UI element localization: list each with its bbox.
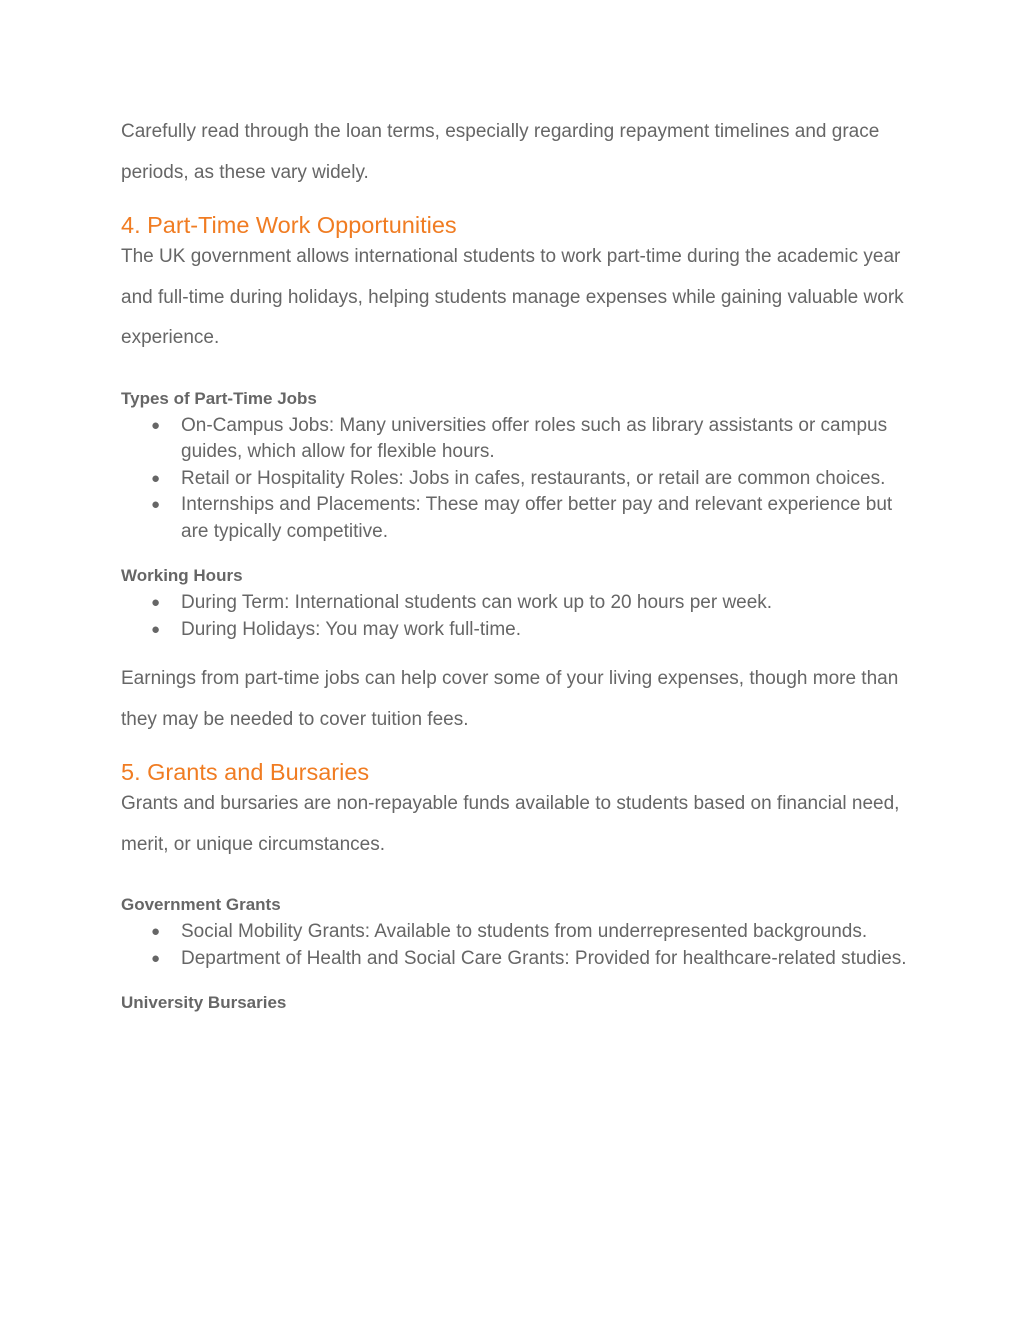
bullet-icon: ● (151, 469, 161, 487)
section-heading-grants-bursaries: 5. Grants and Bursaries (121, 759, 370, 785)
earnings-paragraph: Earnings from part-time jobs can help cover some of your living expenses, though more than they may be needed to cover tuition fees. (121, 668, 899, 730)
bullet-icon: ● (151, 949, 161, 967)
bullet-icon: ● (151, 594, 161, 611)
bullet-icon: ● (151, 496, 161, 513)
list-item: ● Department of Health and Social Care Grants: Provided for healthcare-related studies. (181, 946, 911, 973)
part-time-work-paragraph: The UK government allows international students to work part-time during the academic year and full-time during holidays, helping students manage expenses while gaining valuable work experience. (121, 246, 904, 348)
types-of-jobs-list (121, 413, 911, 546)
list-item: ● Social Mobility Grants: Available to students from underrepresented backgrounds. (181, 919, 911, 946)
list-item: ● Internships and Placements: These may offer better pay and relevant experience but are typically competitive. (151, 494, 893, 542)
list-item: ● On-Campus Jobs: Many universities offer roles such as library assistants or campus guides, which allow for flexible hours. (151, 414, 888, 462)
list-item: ● During Term: International students can work up to 20 hours per week. (181, 590, 911, 617)
subheading-working-hours: Working Hours (121, 566, 243, 585)
list-item: ● During Holidays: You may work full-time. (181, 617, 911, 644)
subheading-university-bursaries: University Bursaries (121, 993, 287, 1012)
subheading-government-grants: Government Grants (121, 895, 281, 914)
intro-paragraph: Carefully read through the loan terms, especially regarding repayment timelines and grace periods, as these vary widely. (121, 121, 880, 183)
document-page (121, 112, 911, 1014)
section-heading-part-time-work: 4. Part-Time Work Opportunities (121, 212, 457, 238)
bullet-icon: ● (151, 923, 161, 940)
working-hours-list (121, 590, 911, 643)
grants-paragraph: Grants and bursaries are non-repayable funds available to students based on financial need, merit, or unique circumstances. (121, 793, 900, 855)
government-grants-list (121, 919, 911, 972)
list-item: ● Retail or Hospitality Roles: Jobs in cafes, restaurants, or retail are common choices. (181, 466, 911, 493)
subheading-types-of-jobs: Types of Part-Time Jobs (121, 388, 317, 408)
bullet-icon: ● (151, 416, 161, 434)
bullet-icon: ● (151, 620, 161, 638)
